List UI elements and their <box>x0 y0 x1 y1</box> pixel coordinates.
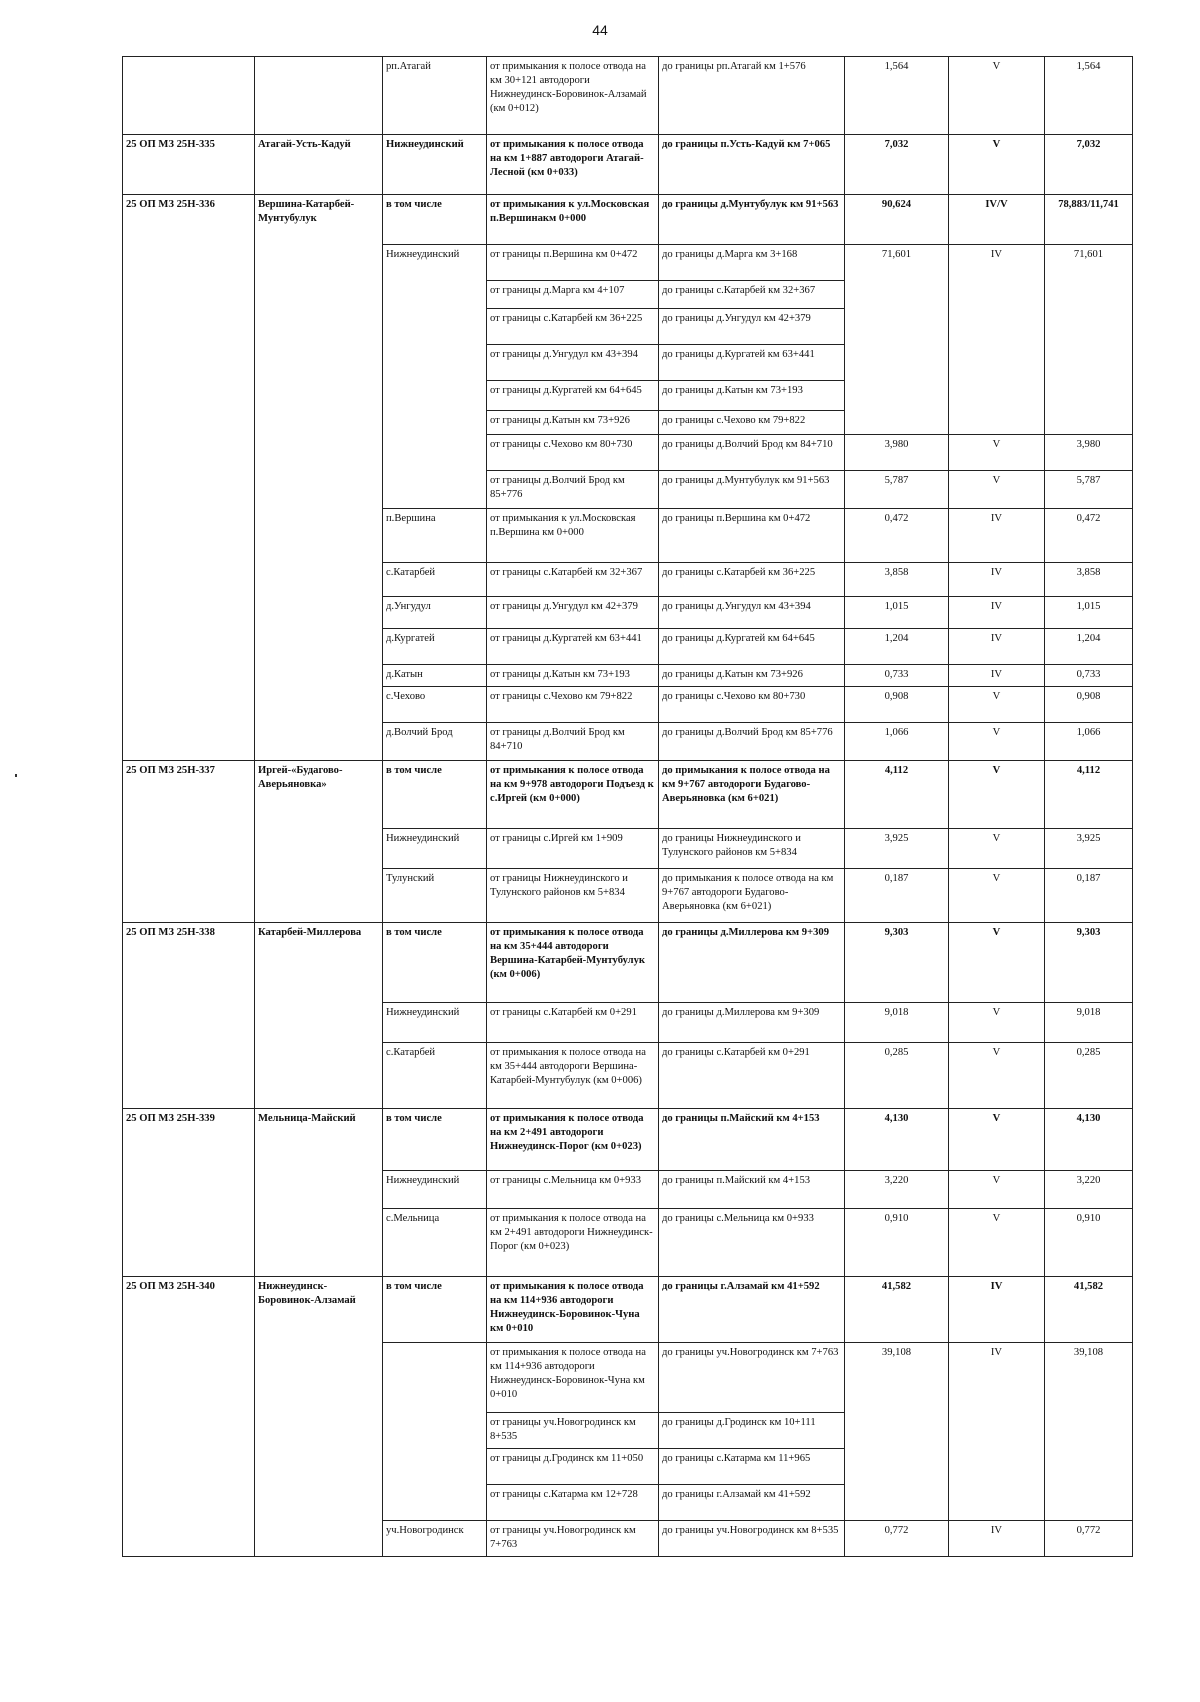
table-row <box>123 135 1133 195</box>
start-point-cell: от примыкания к полосе отвода на км 30+121 автодороги Нижнеудинск-Боровинок-Алзамай (км 0+012) <box>487 57 659 135</box>
length-cell: 0,472 <box>845 509 949 563</box>
start-point-cell: от границы с.Иргей км 1+909 <box>487 829 659 869</box>
category-cell: V <box>949 1209 1045 1277</box>
road-name-cell: Иргей-«Будагово-Аверьяновка» <box>255 761 383 923</box>
road-name-cell: Катарбей-Миллерова <box>255 923 383 1109</box>
road-id-cell <box>123 57 255 135</box>
category-cell: IV <box>949 245 1045 435</box>
length-by-category-cell: 0,472 <box>1045 509 1133 563</box>
category-cell: IV <box>949 597 1045 629</box>
category-cell: V <box>949 923 1045 1003</box>
end-point-cell: до границы д.Мунтубулук км 91+563 <box>659 195 845 245</box>
start-point-cell: от границы д.Унгудул км 43+394 <box>487 345 659 381</box>
end-point-cell: до границы д.Миллерова км 9+309 <box>659 923 845 1003</box>
end-point-cell: до границы уч.Новогродинск км 7+763 <box>659 1343 845 1413</box>
start-point-cell: от примыкания к полосе отвода на км 35+444 автодороги Вершина-Катарбей-Мунтубулук (км 0+006) <box>487 923 659 1003</box>
road-name-cell <box>255 57 383 135</box>
district-cell: с.Мельница <box>383 1209 487 1277</box>
start-point-cell: от границы д.Кургатей км 63+441 <box>487 629 659 665</box>
start-point-cell: от границы с.Мельница км 0+933 <box>487 1171 659 1209</box>
end-point-cell: до границы с.Мельница км 0+933 <box>659 1209 845 1277</box>
road-name-cell: Нижнеудинск-Боровинок-Алзамай <box>255 1277 383 1557</box>
length-cell: 1,204 <box>845 629 949 665</box>
end-point-cell: до границы д.Марга км 3+168 <box>659 245 845 281</box>
end-point-cell: до границы д.Катын км 73+926 <box>659 665 845 687</box>
category-cell: V <box>949 829 1045 869</box>
page-number: 44 <box>592 22 608 38</box>
table-row <box>123 923 1133 1003</box>
start-point-cell: от границы уч.Новогродинск км 7+763 <box>487 1521 659 1557</box>
length-by-category-cell: 3,220 <box>1045 1171 1133 1209</box>
length-cell: 1,066 <box>845 723 949 761</box>
district-cell: Нижнеудинский <box>383 829 487 869</box>
start-point-cell: от примыкания к полосе отвода на км 114+936 автодороги Нижнеудинск-Боровинок-Чуна км 0+010 <box>487 1277 659 1343</box>
category-cell: IV <box>949 1521 1045 1557</box>
district-cell: в том числе <box>383 195 487 245</box>
category-cell: V <box>949 687 1045 723</box>
district-cell: Тулунский <box>383 869 487 923</box>
district-cell: Нижнеудинский <box>383 1003 487 1043</box>
road-id-cell: 25 ОП МЗ 25Н-340 <box>123 1277 255 1557</box>
end-point-cell: до границы с.Катарбей км 0+291 <box>659 1043 845 1109</box>
start-point-cell: от границы д.Катын км 73+926 <box>487 411 659 435</box>
length-by-category-cell: 4,130 <box>1045 1109 1133 1171</box>
end-point-cell: до границы д.Кургатей км 63+441 <box>659 345 845 381</box>
length-cell: 1,015 <box>845 597 949 629</box>
length-cell: 3,925 <box>845 829 949 869</box>
start-point-cell: от границы д.Катын км 73+193 <box>487 665 659 687</box>
district-cell: д.Волчий Брод <box>383 723 487 761</box>
start-point-cell: от границы п.Вершина км 0+472 <box>487 245 659 281</box>
length-by-category-cell: 3,925 <box>1045 829 1133 869</box>
table-row <box>123 1277 1133 1343</box>
district-cell: в том числе <box>383 1109 487 1171</box>
length-cell: 3,980 <box>845 435 949 471</box>
end-point-cell: до границы д.Мунтубулук км 91+563 <box>659 471 845 509</box>
length-by-category-cell: 9,018 <box>1045 1003 1133 1043</box>
roads-table <box>122 56 1133 1557</box>
end-point-cell: до границы с.Чехово км 80+730 <box>659 687 845 723</box>
length-by-category-cell: 1,204 <box>1045 629 1133 665</box>
end-point-cell: до границы с.Чехово км 79+822 <box>659 411 845 435</box>
end-point-cell: до границы п.Майский км 4+153 <box>659 1109 845 1171</box>
length-cell: 0,908 <box>845 687 949 723</box>
district-cell: в том числе <box>383 923 487 1003</box>
end-point-cell: до примыкания к полосе отвода на км 9+767 автодороги Будагово-Аверьяновка (км 6+021) <box>659 869 845 923</box>
end-point-cell: до границы с.Катарбей км 36+225 <box>659 563 845 597</box>
length-by-category-cell: 41,582 <box>1045 1277 1133 1343</box>
category-cell: IV <box>949 629 1045 665</box>
district-cell: Нижнеудинский <box>383 135 487 195</box>
table-row <box>123 195 1133 245</box>
length-cell: 41,582 <box>845 1277 949 1343</box>
length-by-category-cell: 1,066 <box>1045 723 1133 761</box>
end-point-cell: до границы д.Волчий Брод км 85+776 <box>659 723 845 761</box>
category-cell: V <box>949 471 1045 509</box>
end-point-cell: до примыкания к полосе отвода на км 9+767 автодороги Будагово-Аверьяновка (км 6+021) <box>659 761 845 829</box>
category-cell: V <box>949 435 1045 471</box>
length-by-category-cell: 0,772 <box>1045 1521 1133 1557</box>
start-point-cell: от границы с.Катарбей км 32+367 <box>487 563 659 597</box>
start-point-cell: от границы с.Катарбей км 0+291 <box>487 1003 659 1043</box>
length-cell: 9,018 <box>845 1003 949 1043</box>
length-by-category-cell: 78,883/11,741 <box>1045 195 1133 245</box>
road-id-cell: 25 ОП МЗ 25Н-338 <box>123 923 255 1109</box>
end-point-cell: до границы д.Миллерова км 9+309 <box>659 1003 845 1043</box>
table-row <box>123 761 1133 829</box>
end-point-cell: до границы п.Вершина км 0+472 <box>659 509 845 563</box>
length-cell: 0,910 <box>845 1209 949 1277</box>
length-by-category-cell: 9,303 <box>1045 923 1133 1003</box>
end-point-cell: до границы д.Унгудул км 43+394 <box>659 597 845 629</box>
length-cell: 90,624 <box>845 195 949 245</box>
end-point-cell: до границы д.Катын км 73+193 <box>659 381 845 411</box>
start-point-cell: от границы д.Унгудул км 42+379 <box>487 597 659 629</box>
road-id-cell: 25 ОП МЗ 25Н-339 <box>123 1109 255 1277</box>
category-cell: V <box>949 723 1045 761</box>
district-cell: в том числе <box>383 761 487 829</box>
district-cell: уч.Новогродинск <box>383 1521 487 1557</box>
table-row <box>123 57 1133 135</box>
end-point-cell: до границы д.Гродинск км 10+111 <box>659 1413 845 1449</box>
category-cell: V <box>949 1109 1045 1171</box>
category-cell: V <box>949 57 1045 135</box>
district-cell: д.Катын <box>383 665 487 687</box>
road-id-cell: 25 ОП МЗ 25Н-337 <box>123 761 255 923</box>
table-row <box>123 1109 1133 1171</box>
start-point-cell: от примыкания к полосе отвода на км 2+491 автодороги Нижнеудинск-Порог (км 0+023) <box>487 1209 659 1277</box>
category-cell: IV <box>949 665 1045 687</box>
length-cell: 4,112 <box>845 761 949 829</box>
end-point-cell: до границы Нижнеудинского и Тулунского районов км 5+834 <box>659 829 845 869</box>
length-by-category-cell: 7,032 <box>1045 135 1133 195</box>
district-cell: д.Кургатей <box>383 629 487 665</box>
length-cell: 71,601 <box>845 245 949 435</box>
end-point-cell: до границы п.Усть-Кадуй км 7+065 <box>659 135 845 195</box>
scan-speck <box>15 774 17 777</box>
end-point-cell: до границы г.Алзамай км 41+592 <box>659 1485 845 1521</box>
start-point-cell: от границы Нижнеудинского и Тулунского районов км 5+834 <box>487 869 659 923</box>
length-by-category-cell: 0,285 <box>1045 1043 1133 1109</box>
end-point-cell: до границы рп.Атагай км 1+576 <box>659 57 845 135</box>
length-cell: 3,858 <box>845 563 949 597</box>
category-cell: V <box>949 1171 1045 1209</box>
start-point-cell: от границы с.Чехово км 79+822 <box>487 687 659 723</box>
start-point-cell: от примыкания к полосе отвода на км 35+444 автодороги Вершина-Катарбей-Мунтубулук (км 0+006) <box>487 1043 659 1109</box>
start-point-cell: от примыкания к ул.Московская п.Вершина км 0+000 <box>487 509 659 563</box>
start-point-cell: от границы д.Гродинск км 11+050 <box>487 1449 659 1485</box>
district-cell: с.Катарбей <box>383 1043 487 1109</box>
length-cell: 3,220 <box>845 1171 949 1209</box>
length-cell: 1,564 <box>845 57 949 135</box>
length-cell: 39,108 <box>845 1343 949 1521</box>
length-by-category-cell: 5,787 <box>1045 471 1133 509</box>
district-cell: д.Унгудул <box>383 597 487 629</box>
category-cell: IV <box>949 1343 1045 1521</box>
length-cell: 0,733 <box>845 665 949 687</box>
start-point-cell: от границы д.Марга км 4+107 <box>487 281 659 309</box>
length-cell: 9,303 <box>845 923 949 1003</box>
road-name-cell: Атагай-Усть-Кадуй <box>255 135 383 195</box>
start-point-cell: от границы с.Чехово км 80+730 <box>487 435 659 471</box>
category-cell: IV <box>949 1277 1045 1343</box>
length-by-category-cell: 0,733 <box>1045 665 1133 687</box>
district-cell: Нижнеудинский <box>383 1171 487 1209</box>
start-point-cell: от границы с.Катарбей км 36+225 <box>487 309 659 345</box>
district-cell: с.Катарбей <box>383 563 487 597</box>
start-point-cell: от границы д.Волчий Брод км 84+710 <box>487 723 659 761</box>
road-id-cell: 25 ОП МЗ 25Н-336 <box>123 195 255 761</box>
start-point-cell: от границы д.Кургатей км 64+645 <box>487 381 659 411</box>
end-point-cell: до границы д.Кургатей км 64+645 <box>659 629 845 665</box>
length-by-category-cell: 0,187 <box>1045 869 1133 923</box>
district-cell: п.Вершина <box>383 509 487 563</box>
end-point-cell: до границы с.Катарбей км 32+367 <box>659 281 845 309</box>
end-point-cell: до границы д.Волчий Брод км 84+710 <box>659 435 845 471</box>
end-point-cell: до границы с.Катарма км 11+965 <box>659 1449 845 1485</box>
length-cell: 0,772 <box>845 1521 949 1557</box>
start-point-cell: от примыкания к ул.Московская п.Вершинакм 0+000 <box>487 195 659 245</box>
length-by-category-cell: 3,858 <box>1045 563 1133 597</box>
road-name-cell: Вершина-Катарбей-Мунтубулук <box>255 195 383 761</box>
road-name-cell: Мельница-Майский <box>255 1109 383 1277</box>
district-cell: рп.Атагай <box>383 57 487 135</box>
length-by-category-cell: 1,015 <box>1045 597 1133 629</box>
start-point-cell: от границы уч.Новогродинск км 8+535 <box>487 1413 659 1449</box>
end-point-cell: до границы д.Унгудул км 42+379 <box>659 309 845 345</box>
length-by-category-cell: 4,112 <box>1045 761 1133 829</box>
start-point-cell: от границы д.Волчий Брод км 85+776 <box>487 471 659 509</box>
length-by-category-cell: 0,908 <box>1045 687 1133 723</box>
start-point-cell: от примыкания к полосе отвода на км 114+936 автодороги Нижнеудинск-Боровинок-Чуна км 0+010 <box>487 1343 659 1413</box>
start-point-cell: от границы с.Катарма км 12+728 <box>487 1485 659 1521</box>
district-cell: в том числе <box>383 1277 487 1343</box>
length-cell: 0,285 <box>845 1043 949 1109</box>
end-point-cell: до границы п.Майский км 4+153 <box>659 1171 845 1209</box>
start-point-cell: от примыкания к полосе отвода на км 1+887 автодороги Атагай-Лесной (км 0+033) <box>487 135 659 195</box>
start-point-cell: от примыкания к полосе отвода на км 2+491 автодороги Нижнеудинск-Порог (км 0+023) <box>487 1109 659 1171</box>
length-cell: 4,130 <box>845 1109 949 1171</box>
road-id-cell: 25 ОП МЗ 25Н-335 <box>123 135 255 195</box>
length-by-category-cell: 71,601 <box>1045 245 1133 435</box>
length-by-category-cell: 39,108 <box>1045 1343 1133 1521</box>
length-by-category-cell: 0,910 <box>1045 1209 1133 1277</box>
end-point-cell: до границы уч.Новогродинск км 8+535 <box>659 1521 845 1557</box>
category-cell: V <box>949 869 1045 923</box>
category-cell: IV/V <box>949 195 1045 245</box>
start-point-cell: от примыкания к полосе отвода на км 9+978 автодороги Подъезд к с.Иргей (км 0+000) <box>487 761 659 829</box>
length-by-category-cell: 3,980 <box>1045 435 1133 471</box>
category-cell: IV <box>949 563 1045 597</box>
length-cell: 7,032 <box>845 135 949 195</box>
length-cell: 0,187 <box>845 869 949 923</box>
length-by-category-cell: 1,564 <box>1045 57 1133 135</box>
category-cell: IV <box>949 509 1045 563</box>
category-cell: V <box>949 1003 1045 1043</box>
length-cell: 5,787 <box>845 471 949 509</box>
district-cell: Нижнеудинский <box>383 245 487 509</box>
district-cell: с.Чехово <box>383 687 487 723</box>
category-cell: V <box>949 135 1045 195</box>
end-point-cell: до границы г.Алзамай км 41+592 <box>659 1277 845 1343</box>
district-cell <box>383 1343 487 1521</box>
category-cell: V <box>949 761 1045 829</box>
category-cell: V <box>949 1043 1045 1109</box>
